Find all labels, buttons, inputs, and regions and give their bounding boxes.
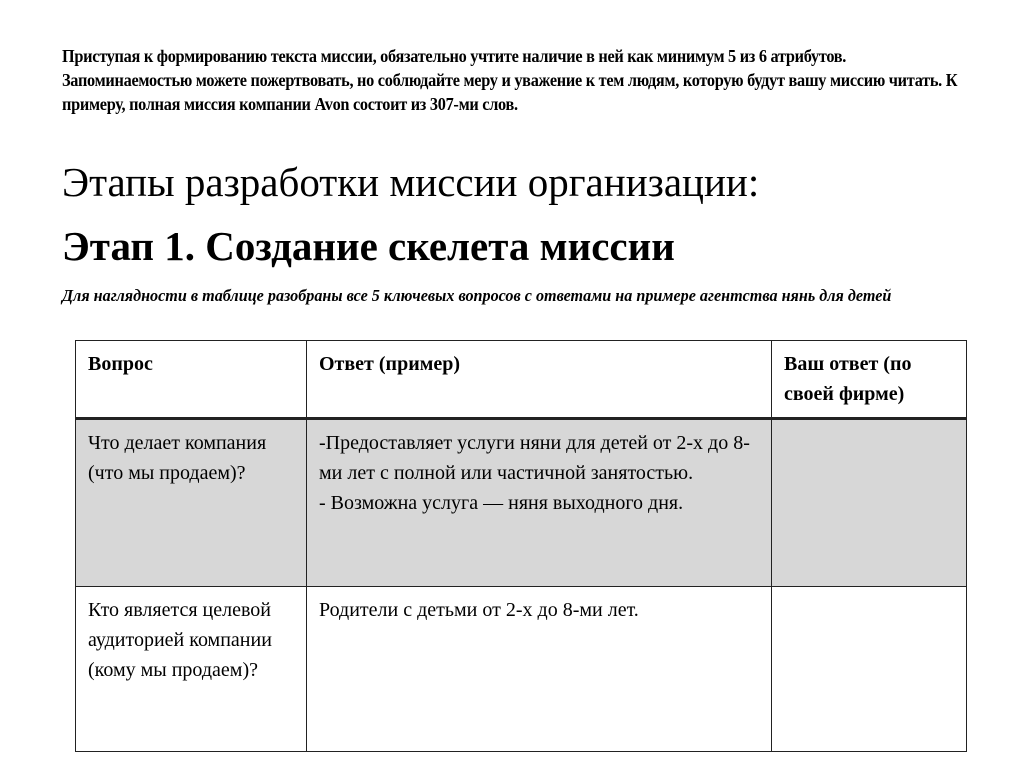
table-header-row xyxy=(76,341,967,419)
answer-line: Родители с детьми от 2-х до 8-ми лет. xyxy=(319,599,639,621)
answer-cell xyxy=(307,419,772,587)
intro-paragraph: Приступая к формированию текста миссии, обязательно учтите наличие в ней как минимум 5 из 6 атрибутов. Запоминаемостью можете пожертвовать, но соблюдайте меру и уважение к тем людям, которую будут вашу миссию читать. К примеру, полная миссия компании Avon состоит из 307-ми слов. xyxy=(62,46,958,114)
question-cell: Что делает компания (что мы продаем)? xyxy=(76,419,307,587)
mission-table xyxy=(75,340,967,752)
question-cell: Кто является целевой аудиторией компании (кому мы продаем)? xyxy=(76,587,307,752)
stage-heading: Этап 1. Создание скелета миссии xyxy=(62,223,675,269)
table-note: Для наглядности в таблице разобраны все 5 ключевых вопросов с ответами на примере агентства нянь для детей xyxy=(62,286,892,305)
header-your-answer: Ваш ответ (по своей фирме) xyxy=(772,341,967,419)
answer-line: - Возможна услуга — няня выходного дня. xyxy=(319,492,684,514)
your-answer-cell xyxy=(772,587,967,752)
header-answer: Ответ (пример) xyxy=(307,341,772,419)
answer-line: -Предоставляет услуги няни для детей от 2-х до 8-ми лет с полной или частичной занятостью. xyxy=(319,432,750,484)
your-answer-cell xyxy=(772,419,967,587)
table-row xyxy=(76,419,967,587)
header-question: Вопрос xyxy=(76,341,307,419)
answer-cell xyxy=(307,587,772,752)
slide-heading: Этапы разработки миссии организации: xyxy=(62,159,760,205)
table-row xyxy=(76,587,967,752)
